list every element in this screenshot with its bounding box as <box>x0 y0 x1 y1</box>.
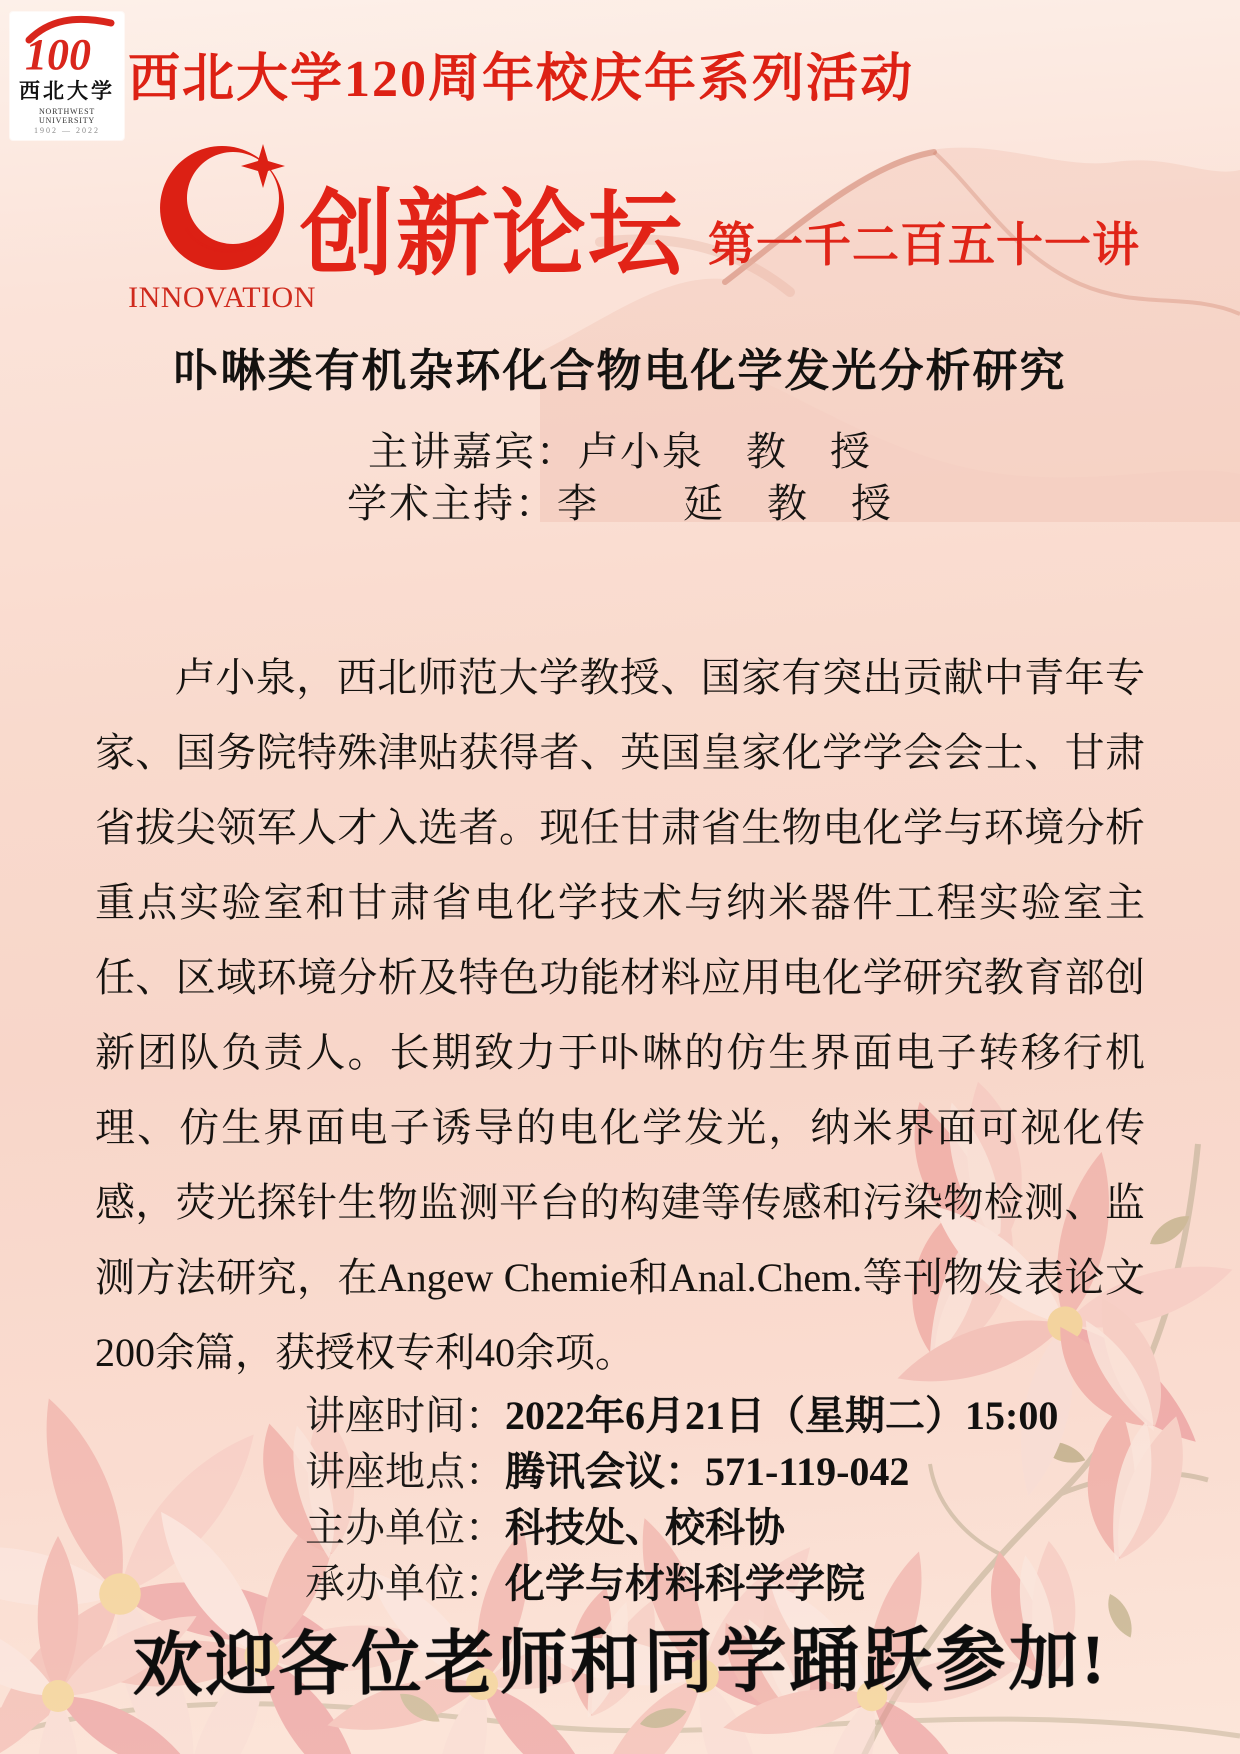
university-name-en: NORTHWEST UNIVERSITY <box>38 107 96 125</box>
detail-row-organizer <box>305 1500 1058 1556</box>
anniversary-100-mark <box>15 12 119 74</box>
detail-row-location <box>305 1444 1058 1500</box>
lecture-title: 卟啉类有机杂环化合物电化学发光分析研究 <box>173 346 1067 396</box>
logo-number: 100 <box>25 30 91 74</box>
innovation-caption: INNOVATION <box>128 281 316 314</box>
university-logo <box>10 12 124 140</box>
detail-label: 承办单位： <box>305 1561 505 1606</box>
star-spark <box>241 144 285 188</box>
detail-value: 化学与材料科学学院 <box>505 1561 865 1606</box>
detail-value: 腾讯会议：571-119-042 <box>505 1449 910 1494</box>
speaker-line: 主讲嘉宾：卢小泉 教 授 <box>368 429 872 474</box>
university-anniversary-years: 1902 — 2022 <box>34 126 100 135</box>
detail-label: 讲座地点： <box>305 1449 505 1494</box>
speaker-bio-paragraph: 卢小泉，西北师范大学教授、国家有突出贡献中青年专家、国务院特殊津贴获得者、英国皇家化学学会会士、甘肃省拔尖领军人才入选者。现任甘肃省生物电化学与环境分析重点实验室和甘肃省电化学技术与纳米器件工程实验室主任、区域环境分析及特色功能材料应用电化学研究教育部创新团队负责人。长期致力于卟啉的仿生界面电子转移行机理、仿生界面电子诱导的电化学发光，纳米界面可视化传感，荧光探针生物监测平台的构建等传感和污染物检测、监测方法研究，在Angew Chemie和Anal.Chem.等刊物发表论文200余篇，获授权专利40余项。 <box>95 655 1145 1375</box>
guest-lines <box>0 426 1240 530</box>
detail-label: 主办单位： <box>305 1505 505 1550</box>
innovation-logo-icon <box>146 130 298 282</box>
host-line: 学术主持：李 延 教 授 <box>347 481 893 526</box>
forum-title: 创新论坛 <box>300 181 685 286</box>
welcome-message: 欢迎各位老师和同学踊跃参加! <box>132 1621 1108 1706</box>
lecture-number: 第一千二百五十一讲 <box>708 218 1140 271</box>
detail-label: 讲座时间： <box>305 1393 505 1438</box>
university-name-cn: 西北大学 <box>19 79 115 103</box>
event-details <box>305 1388 1058 1612</box>
detail-row-time <box>305 1388 1058 1444</box>
detail-value: 2022年6月21日（星期二）15:00 <box>505 1393 1059 1438</box>
series-title: 西北大学120周年校庆年系列活动 <box>128 51 915 108</box>
detail-value: 科技处、校科协 <box>505 1505 785 1550</box>
